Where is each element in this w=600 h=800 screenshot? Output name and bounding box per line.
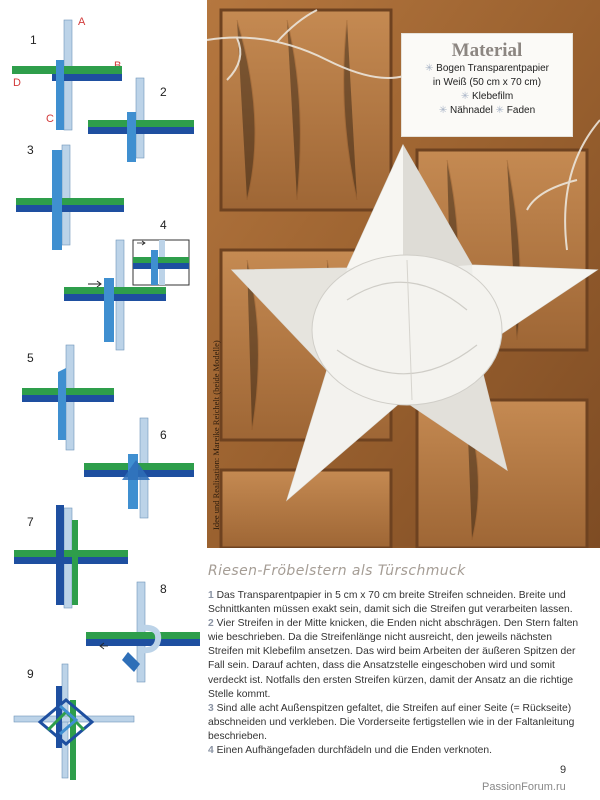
diagram-step-1 — [12, 20, 122, 130]
material-item-needle-text: Nähnadel — [450, 105, 493, 116]
instruction-step: 4 Einen Aufhängefaden durchfädeln und die Enden verknoten. — [208, 745, 492, 757]
material-item-tape-text: Klebefilm — [472, 91, 514, 102]
photo-credit: Idee und Realisation: Mareike Reichelt (beide Modelle) — [211, 340, 221, 530]
diagram-step-2 — [88, 78, 194, 162]
diagram-step-5 — [22, 345, 114, 450]
step-label-4: 4 — [160, 218, 167, 232]
step-label-3: 3 — [27, 143, 34, 157]
diagram-step-8 — [86, 582, 200, 682]
step-label-6: 6 — [160, 428, 167, 442]
bullet-icon: ✳ — [495, 105, 504, 116]
bullet-icon: ✳ — [438, 105, 448, 116]
material-title: Material — [451, 40, 523, 61]
corner-label-a: A — [78, 16, 86, 28]
instruction-step: 2 Vier Streifen in der Mitte knicken, die Enden nicht abschrägen. Den Stern falten wie beschrieben. Da die Streifenlänge nicht ausreicht, den jeweils nächsten Streifen mit Klebefilm ansetzen. Das wird beim Arbeiten der äußeren Spitzen der Fall sein. Darauf achten, dass die Ansatzstelle eingeschoben wird und somit verdeckt ist. Notfalls den ersten Streifen kürzen, damit der Ansatz an die richtige Stelle kommt. — [208, 618, 579, 700]
page-number: 9 — [560, 764, 567, 776]
material-item-needle-thread — [402, 104, 572, 118]
watermark: PassionForum.ru — [482, 781, 566, 793]
diagram-step-9 — [14, 664, 134, 780]
bullet-icon: ✳ — [460, 91, 470, 102]
step-label-9: 9 — [27, 667, 34, 681]
instructions — [208, 589, 584, 758]
diagram-step-7 — [14, 505, 128, 608]
diagram-step-6 — [84, 418, 194, 518]
diagram-step-4 — [64, 240, 189, 350]
folding-diagrams — [0, 0, 205, 800]
step-label-7: 7 — [27, 515, 34, 529]
section-heading: Riesen-Fröbelstern als Türschmuck — [208, 563, 466, 579]
instruction-step: 3 Sind alle acht Außenspitzen gefaltet, die Streifen auf einer Seite (= Rückseite) abschneiden und verkleben. Die Vorderseite fertigstellen wie in der Faltanleitung beschrieben. — [208, 702, 575, 742]
material-item-paper-text: Bogen Transparentpapier — [436, 63, 550, 74]
material-item-thread-text: Faden — [506, 105, 536, 116]
material-item-tape — [402, 90, 572, 104]
material-item-paper-size: in Weiß (50 cm x 70 cm) — [432, 77, 542, 88]
material-box — [401, 33, 573, 137]
corner-label-c: C — [46, 113, 54, 125]
diagram-drawings — [0, 0, 205, 800]
corner-label-d: D — [13, 77, 21, 89]
diagram-step-3 — [16, 145, 124, 250]
instruction-step: 1 Das Transparentpapier in 5 cm x 70 cm breite Streifen schneiden. Breite und Schnittkanten müssen exakt sein, damit sich die Streifen gut verarbeiten lassen. — [208, 590, 573, 616]
bullet-icon: ✳ — [424, 63, 434, 74]
step-label-5: 5 — [27, 351, 34, 365]
step-label-2: 2 — [160, 85, 167, 99]
step-label-8: 8 — [160, 582, 167, 596]
step-label-1: 1 — [30, 33, 37, 47]
material-item-paper — [402, 62, 572, 76]
